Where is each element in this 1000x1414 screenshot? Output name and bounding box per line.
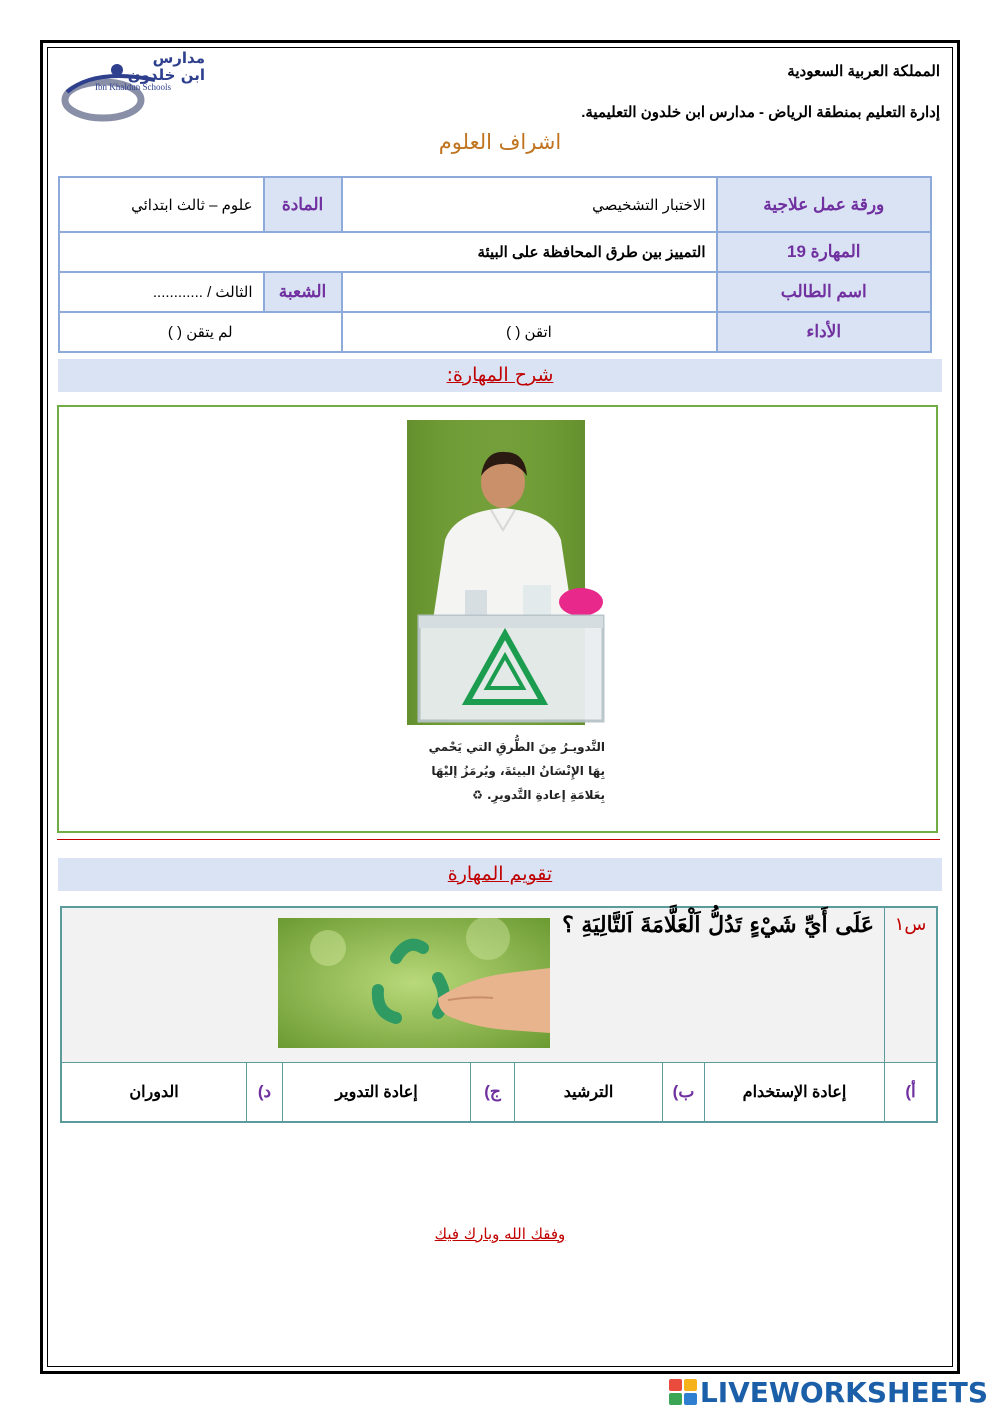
question-number: س١ bbox=[884, 908, 936, 1062]
explanation-caption bbox=[400, 735, 605, 807]
option-b-letter[interactable]: ب) bbox=[662, 1063, 704, 1121]
skill-value: التمييز بين طرق المحافظة على البيئة bbox=[59, 232, 717, 272]
caption-line: التَّدويـرُ مِنَ الطُّرقِ التي يَحْمي bbox=[428, 740, 605, 754]
table-row bbox=[59, 177, 931, 232]
divider bbox=[57, 839, 940, 840]
worksheet-label: ورقة عمل علاجية bbox=[717, 177, 932, 232]
liveworksheets-logo-icon bbox=[669, 1379, 697, 1405]
closing-message: وفقك الله وبارك فيك bbox=[434, 1225, 566, 1243]
logo-arabic-line1: مدارس bbox=[152, 49, 205, 67]
performance-label: الأداء bbox=[717, 312, 932, 352]
subject-value: علوم – ثالث ابتدائي bbox=[59, 177, 264, 232]
test-type: الاختبار التشخيصي bbox=[342, 177, 717, 232]
option-d-letter[interactable]: د) bbox=[246, 1063, 282, 1121]
student-name-field[interactable] bbox=[342, 272, 717, 312]
option-a-text[interactable]: إعادة الإستخدام bbox=[704, 1063, 884, 1121]
kingdom-title: المملكة العربية السعودية bbox=[787, 63, 940, 80]
assessment-title: تقويم المهارة bbox=[58, 858, 942, 891]
table-row bbox=[59, 272, 931, 312]
not-mastered-option[interactable]: لم يتقن ( ) bbox=[59, 312, 342, 352]
administration-title: إدارة التعليم بمنطقة الرياض - مدارس ابن خلدون التعليمية. bbox=[581, 104, 940, 121]
option-a-letter[interactable]: أ) bbox=[884, 1063, 936, 1121]
logo-english: Ibn Khaldun Schools bbox=[95, 82, 171, 92]
table-row bbox=[59, 312, 931, 352]
recycle-symbol-hand-image bbox=[278, 918, 550, 1048]
caption-line: بِهَا الإِنْسَانُ البيئةَ، ويُرمَزُ إليْهَا bbox=[431, 764, 605, 778]
supervision-title: اشراف العلوم bbox=[438, 130, 562, 154]
answer-options bbox=[62, 1062, 936, 1121]
section-label: الشعبة bbox=[264, 272, 342, 312]
caption-line: بِعَلامَةِ إعادةِ التَّدويرِ. ♻ bbox=[472, 788, 605, 802]
option-c-text[interactable]: إعادة التدوير bbox=[282, 1063, 470, 1121]
table-row bbox=[59, 232, 931, 272]
info-table bbox=[58, 176, 932, 353]
liveworksheets-wordmark: LIVEWORKSHEETS bbox=[699, 1375, 988, 1409]
recycling-boy-illustration bbox=[405, 420, 605, 730]
mastered-option[interactable]: اتقن ( ) bbox=[342, 312, 717, 352]
student-name-label: اسم الطالب bbox=[717, 272, 932, 312]
logo-arabic-line2: ابن خلدون bbox=[127, 66, 205, 84]
question-box bbox=[60, 906, 938, 1123]
section-value[interactable]: الثالث / ............ bbox=[59, 272, 264, 312]
question-text: عَلَى أَيِّ شَيْءٍ تَدُلُّ اَلْعَلَّامَةَ اَلتَّالِيَةِ ؟ bbox=[562, 912, 874, 938]
option-c-letter[interactable]: ج) bbox=[470, 1063, 514, 1121]
option-b-text[interactable]: الترشيد bbox=[514, 1063, 662, 1121]
school-logo bbox=[55, 50, 205, 122]
liveworksheets-brand[interactable] bbox=[669, 1376, 988, 1408]
option-d-text[interactable]: الدوران bbox=[129, 1084, 179, 1101]
explanation-title: شرح المهارة: bbox=[58, 359, 942, 392]
skill-label: المهارة 19 bbox=[717, 232, 932, 272]
subject-label: المادة bbox=[264, 177, 342, 232]
